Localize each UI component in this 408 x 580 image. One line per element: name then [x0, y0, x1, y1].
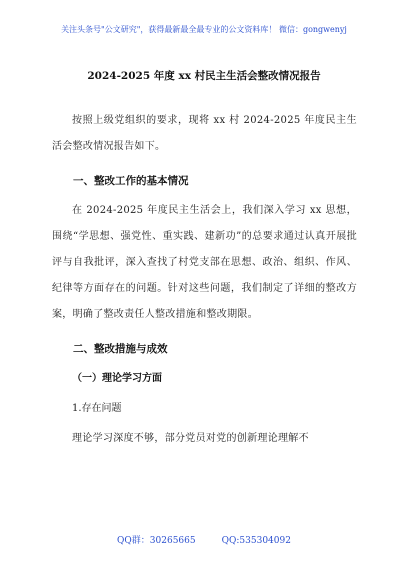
- section-1-paragraph: 在 2024-2025 年度民主生活会上，我们深入学习 xx 思想，围绕“学思想、强党性、重实践、建新功”的总要求通过认真开展批评与自我批评，深入查找了村党支部在思想、政治、组织、作风、纪律等方面存在的问题。针对这些问题，我们制定了详细的整改方案，明确了整改责任人整改措施和整改期限。: [52, 205, 357, 320]
- item-heading-existing-problems: 1.存在问题: [72, 403, 122, 414]
- header-watermark-note: 关注头条号"公文研究"，获得最新最全最专业的公文资料库！ 微信：gongwenyj: [61, 25, 347, 34]
- document-title: 2024-2025 年度 xx 村民主生活会整改情况报告: [87, 70, 321, 82]
- document-body: [52, 108, 357, 452]
- item-1-paragraph: 理论学习深度不够，部分党员对党的创新理论理解不: [72, 433, 309, 444]
- subsection-heading-theory-study: （一）理论学习方面: [72, 373, 162, 384]
- footer-qq-group: QQ群：30265665: [117, 536, 196, 546]
- footer-contact: [0, 533, 408, 546]
- footer-qq-number: QQ:535304092: [221, 536, 291, 546]
- section-heading-2: 二、整改措施与成效: [73, 343, 168, 355]
- intro-paragraph: 按照上级党组织的要求，现将 xx 村 2024-2025 年度民主生活会整改情况报告如下。: [52, 115, 357, 152]
- section-heading-1: 一、整改工作的基本情况: [73, 175, 189, 187]
